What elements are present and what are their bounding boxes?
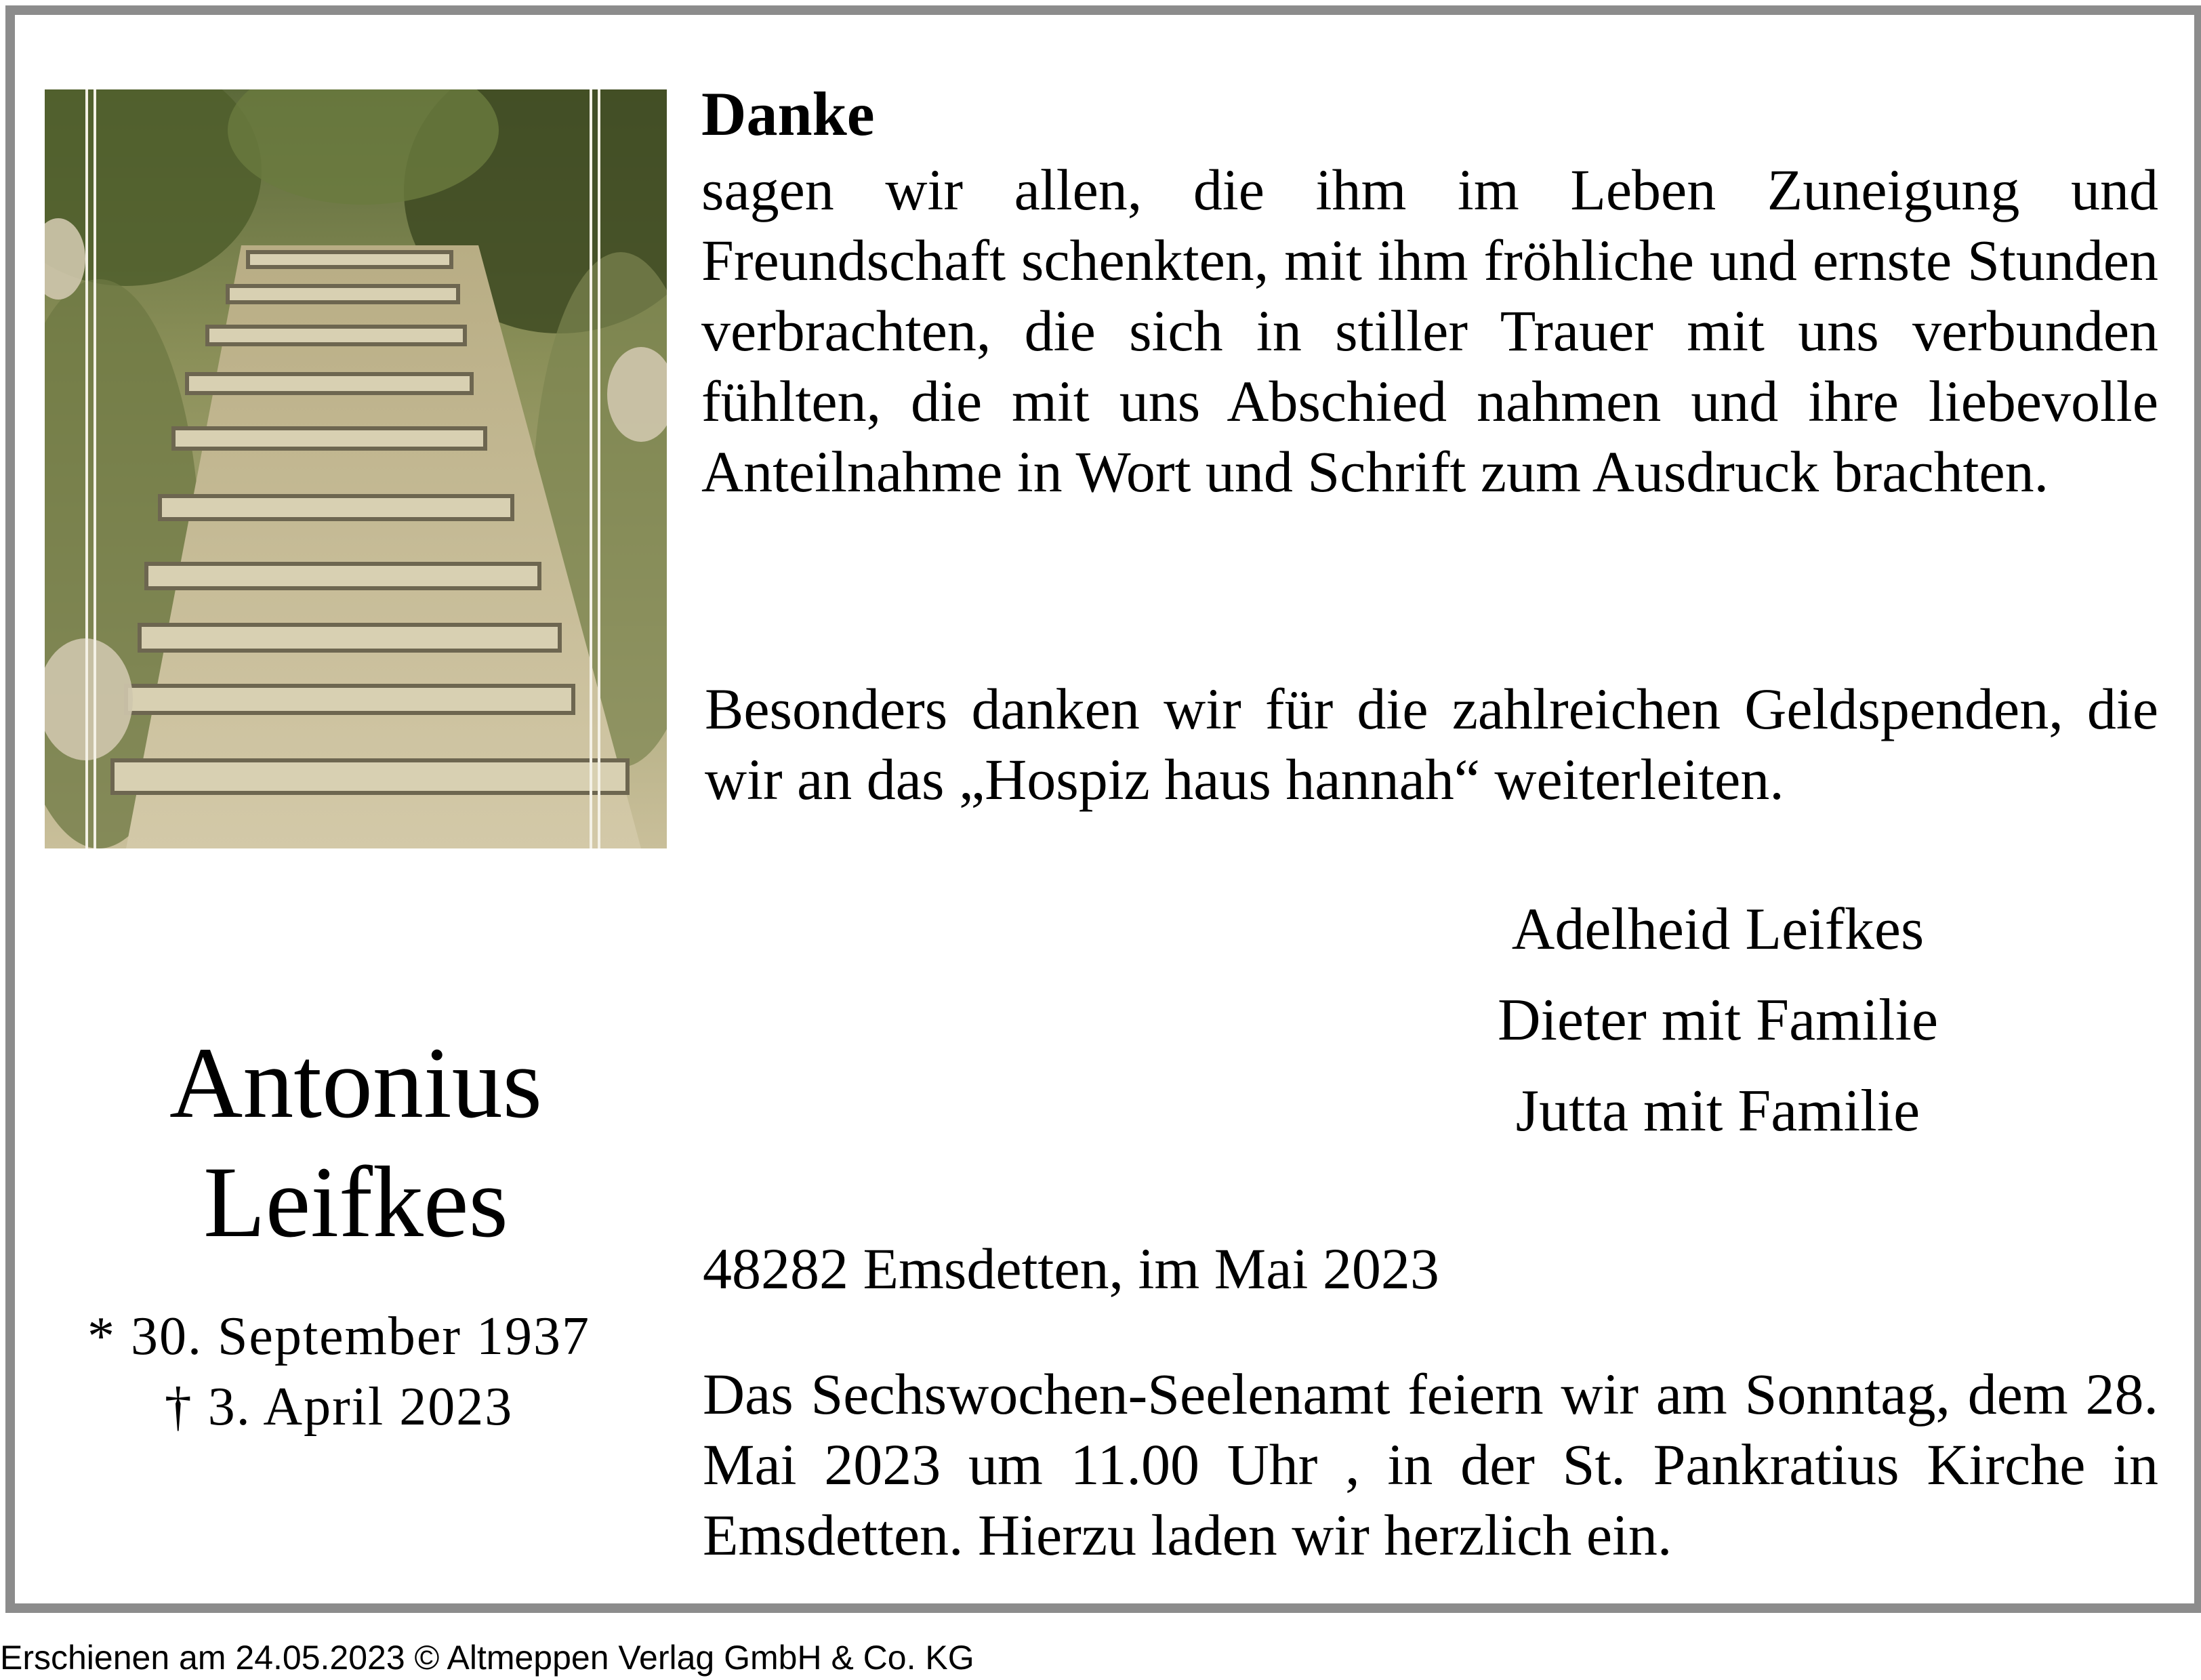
- deceased-last-name: Leifkes: [203, 1146, 508, 1258]
- donations-paragraph: Besonders danken wir für die zahlreichen Geldspenden, die wir an das „Hospiz haus hannah“ weiterleiten.: [705, 676, 2158, 812]
- deceased-name: [47, 1023, 664, 1262]
- stone-steps-photo: [45, 89, 667, 848]
- death-date: † 3. April 2023: [164, 1377, 514, 1437]
- signers-list: [1376, 884, 2060, 1157]
- signer-name: Jutta mit Familie: [1515, 1078, 1920, 1144]
- place-date: 48282 Emsdetten, im Mai 2023: [703, 1236, 1439, 1301]
- signer-name: Adelheid Leifkes: [1511, 897, 1925, 962]
- signer-name: Dieter mit Familie: [1497, 987, 1939, 1053]
- notice-title: Danke: [701, 79, 875, 148]
- thanks-paragraph: sagen wir allen, die ihm im Leben Zuneigung und Freundschaft schenkten, mit ihm fröhliche und ernste Stunden verbrachten, die sich in stiller Trauer mit uns verbunden fühlten, die mit uns Abschied nahmen und ihre liebevolle Anteilnahme in Wort und Schrift zum Ausdruck brachten.: [701, 157, 2158, 504]
- life-dates: [47, 1301, 630, 1442]
- deceased-first-name: Antonius: [169, 1027, 543, 1139]
- birth-date: * 30. September 1937: [87, 1307, 591, 1366]
- publication-footer: Erschienen am 24.05.2023 © Altmeppen Verlag GmbH & Co. KG: [0, 1639, 974, 1677]
- memorial-mass-paragraph: Das Sechswochen-Seelenamt feiern wir am Sonntag, dem 28. Mai 2023 um 11.00 Uhr , in der St. Pankratius Kirche in Emsdetten. Hierzu laden wir herzlich ein.: [703, 1361, 2158, 1568]
